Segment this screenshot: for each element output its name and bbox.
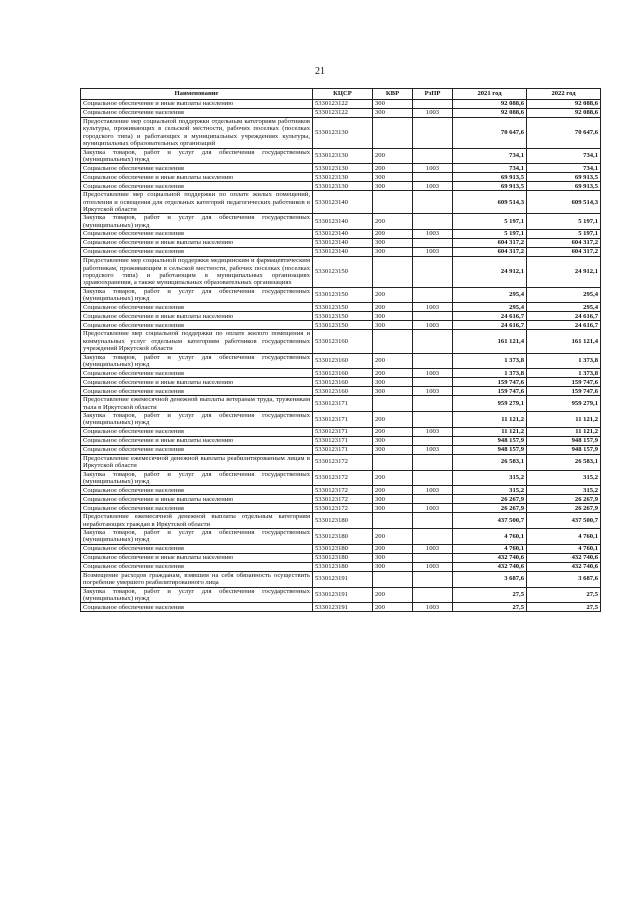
cell-kcsr: 5330123130 (313, 173, 373, 182)
cell-name: Социальное обеспечение населения (81, 603, 313, 612)
table-row (81, 214, 601, 230)
cell-kvr: 200 (373, 353, 413, 369)
cell-kcsr: 5330123150 (313, 312, 373, 321)
cell-kvr: 300 (373, 109, 413, 118)
cell-2022: 5 197,1 (527, 230, 601, 239)
cell-2021: 92 088,6 (453, 100, 527, 109)
cell-rzpr: 1003 (413, 303, 453, 312)
cell-2022: 948 157,9 (527, 436, 601, 445)
page-number: 21 (315, 66, 325, 77)
cell-2022: 1 373,8 (527, 369, 601, 378)
cell-kcsr: 5330123172 (313, 495, 373, 504)
cell-kvr (373, 513, 413, 529)
cell-rzpr: 1003 (413, 369, 453, 378)
cell-2022: 295,4 (527, 287, 601, 303)
cell-rzpr (413, 436, 453, 445)
cell-2021: 4 760,1 (453, 529, 527, 545)
cell-rzpr: 1003 (413, 427, 453, 436)
cell-rzpr: 1003 (413, 248, 453, 257)
cell-rzpr: 1003 (413, 504, 453, 513)
cell-kcsr: 5330123191 (313, 571, 373, 587)
table-row (81, 544, 601, 553)
table-row (81, 495, 601, 504)
cell-rzpr (413, 571, 453, 587)
cell-name: Закупка товаров, работ и услуг для обеспечения государственных (муниципальных) нужд (81, 353, 313, 369)
cell-kvr: 300 (373, 387, 413, 396)
cell-name: Предоставление ежемесячной денежной выплаты ветеранам труда, труженикам тыла в Иркутской области (81, 396, 313, 412)
cell-2021: 959 279,1 (453, 396, 527, 412)
cell-kcsr: 5330123150 (313, 257, 373, 288)
cell-kcsr: 5330123172 (313, 454, 373, 470)
cell-kvr: 300 (373, 182, 413, 191)
cell-2021: 159 747,6 (453, 387, 527, 396)
cell-name: Закупка товаров, работ и услуг для обеспечения государственных (муниципальных) нужд (81, 470, 313, 486)
cell-2021: 27,5 (453, 603, 527, 612)
cell-kvr (373, 191, 413, 214)
cell-name: Социальное обеспечение и иные выплаты населению (81, 312, 313, 321)
cell-name: Социальное обеспечение населения (81, 504, 313, 513)
cell-name: Социальное обеспечение и иные выплаты населению (81, 100, 313, 109)
cell-kvr: 300 (373, 312, 413, 321)
cell-name: Социальное обеспечение и иные выплаты населению (81, 495, 313, 504)
cell-kcsr: 5330123150 (313, 321, 373, 330)
cell-rzpr (413, 513, 453, 529)
cell-2022: 315,2 (527, 486, 601, 495)
cell-kvr: 200 (373, 412, 413, 428)
cell-name: Социальное обеспечение и иные выплаты населению (81, 436, 313, 445)
cell-name: Социальное обеспечение населения (81, 164, 313, 173)
cell-kvr: 200 (373, 148, 413, 164)
header-2021: 2021 год (453, 89, 527, 100)
cell-rzpr: 1003 (413, 387, 453, 396)
cell-kvr: 200 (373, 603, 413, 612)
table-row (81, 454, 601, 470)
cell-2021: 609 514,3 (453, 191, 527, 214)
cell-2022: 159 747,6 (527, 387, 601, 396)
cell-kvr: 200 (373, 303, 413, 312)
cell-2021: 27,5 (453, 587, 527, 603)
cell-2021: 948 157,9 (453, 436, 527, 445)
cell-2021: 24 616,7 (453, 312, 527, 321)
cell-2022: 432 740,6 (527, 553, 601, 562)
header-kcsr: КЦСР (313, 89, 373, 100)
cell-2021: 92 088,6 (453, 109, 527, 118)
table-header-row (81, 89, 601, 100)
cell-2022: 69 913,5 (527, 173, 601, 182)
cell-name: Социальное обеспечение населения (81, 445, 313, 454)
cell-rzpr (413, 454, 453, 470)
cell-rzpr (413, 148, 453, 164)
cell-name: Социальное обеспечение населения (81, 321, 313, 330)
cell-2022: 92 088,6 (527, 109, 601, 118)
cell-rzpr: 1003 (413, 562, 453, 571)
cell-kcsr: 5330123140 (313, 191, 373, 214)
table-row (81, 239, 601, 248)
cell-kvr: 300 (373, 239, 413, 248)
cell-rzpr: 1003 (413, 603, 453, 612)
cell-name: Социальное обеспечение и иные выплаты населению (81, 553, 313, 562)
cell-2022: 295,4 (527, 303, 601, 312)
cell-rzpr (413, 214, 453, 230)
table-row (81, 396, 601, 412)
cell-kvr: 300 (373, 248, 413, 257)
cell-2021: 432 740,6 (453, 553, 527, 562)
cell-rzpr (413, 173, 453, 182)
cell-rzpr: 1003 (413, 164, 453, 173)
cell-name: Социальное обеспечение населения (81, 486, 313, 495)
cell-name: Социальное обеспечение населения (81, 230, 313, 239)
cell-2022: 604 317,2 (527, 248, 601, 257)
cell-kcsr: 5330123171 (313, 412, 373, 428)
cell-kvr: 200 (373, 164, 413, 173)
table-row (81, 248, 601, 257)
cell-kvr: 200 (373, 214, 413, 230)
cell-rzpr (413, 118, 453, 149)
cell-2022: 604 317,2 (527, 239, 601, 248)
table-row (81, 562, 601, 571)
cell-2022: 1 373,8 (527, 353, 601, 369)
cell-name: Социальное обеспечение населения (81, 248, 313, 257)
table-row (81, 378, 601, 387)
cell-kvr: 300 (373, 504, 413, 513)
cell-2022: 11 121,2 (527, 412, 601, 428)
table-row (81, 148, 601, 164)
cell-2021: 24 912,1 (453, 257, 527, 288)
cell-2022: 27,5 (527, 603, 601, 612)
cell-kvr: 200 (373, 470, 413, 486)
table-row (81, 486, 601, 495)
cell-kcsr: 5330123160 (313, 330, 373, 353)
cell-kvr (373, 257, 413, 288)
cell-kcsr: 5330123160 (313, 369, 373, 378)
table-row (81, 529, 601, 545)
cell-kcsr: 5330123180 (313, 553, 373, 562)
cell-kvr: 300 (373, 445, 413, 454)
cell-2022: 734,1 (527, 164, 601, 173)
cell-rzpr: 1003 (413, 230, 453, 239)
cell-2021: 26 267,9 (453, 495, 527, 504)
cell-rzpr: 1003 (413, 486, 453, 495)
cell-2021: 1 373,8 (453, 369, 527, 378)
table-row (81, 504, 601, 513)
table-row (81, 312, 601, 321)
cell-2022: 4 760,1 (527, 544, 601, 553)
table-row (81, 513, 601, 529)
cell-2022: 948 157,9 (527, 445, 601, 454)
cell-2022: 26 583,1 (527, 454, 601, 470)
cell-kvr: 300 (373, 378, 413, 387)
table-row (81, 321, 601, 330)
cell-rzpr (413, 100, 453, 109)
cell-name: Социальное обеспечение населения (81, 427, 313, 436)
cell-kcsr: 5330123150 (313, 303, 373, 312)
cell-2021: 26 583,1 (453, 454, 527, 470)
cell-kcsr: 5330123160 (313, 387, 373, 396)
cell-2021: 1 373,8 (453, 353, 527, 369)
cell-kcsr: 5330123130 (313, 182, 373, 191)
cell-kcsr: 5330123140 (313, 230, 373, 239)
cell-2022: 5 197,1 (527, 214, 601, 230)
cell-kcsr: 5330123180 (313, 529, 373, 545)
table-row (81, 587, 601, 603)
cell-name: Социальное обеспечение населения (81, 369, 313, 378)
cell-2022: 26 267,9 (527, 495, 601, 504)
cell-kvr: 300 (373, 436, 413, 445)
cell-rzpr (413, 378, 453, 387)
table-row (81, 100, 601, 109)
cell-2021: 315,2 (453, 470, 527, 486)
cell-kcsr: 5330123180 (313, 513, 373, 529)
cell-2022: 24 616,7 (527, 312, 601, 321)
cell-kvr: 300 (373, 173, 413, 182)
table-row (81, 230, 601, 239)
cell-2022: 609 514,3 (527, 191, 601, 214)
cell-rzpr (413, 353, 453, 369)
table-row (81, 191, 601, 214)
cell-kcsr: 5330123180 (313, 544, 373, 553)
cell-2022: 24 912,1 (527, 257, 601, 288)
cell-rzpr (413, 587, 453, 603)
cell-kcsr: 5330123130 (313, 148, 373, 164)
cell-kcsr: 5330123140 (313, 214, 373, 230)
cell-name: Социальное обеспечение населения (81, 182, 313, 191)
cell-kcsr: 5330123140 (313, 248, 373, 257)
table-row (81, 164, 601, 173)
cell-name: Предоставление ежемесячной денежной выплаты реабилитированным лицам в Иркутской области (81, 454, 313, 470)
cell-name: Закупка товаров, работ и услуг для обеспечения государственных (муниципальных) нужд (81, 214, 313, 230)
cell-2021: 11 121,2 (453, 412, 527, 428)
budget-table (80, 88, 601, 612)
cell-2021: 734,1 (453, 164, 527, 173)
cell-2022: 159 747,6 (527, 378, 601, 387)
cell-2022: 734,1 (527, 148, 601, 164)
cell-kvr: 200 (373, 369, 413, 378)
cell-2022: 92 088,6 (527, 100, 601, 109)
cell-kvr: 300 (373, 562, 413, 571)
cell-name: Закупка товаров, работ и услуг для обеспечения государственных (муниципальных) нужд (81, 587, 313, 603)
cell-2022: 24 616,7 (527, 321, 601, 330)
cell-name: Социальное обеспечение и иные выплаты населению (81, 239, 313, 248)
table-row (81, 470, 601, 486)
cell-2021: 437 500,7 (453, 513, 527, 529)
table-row (81, 353, 601, 369)
cell-kvr: 300 (373, 495, 413, 504)
header-kvr: КВР (373, 89, 413, 100)
cell-rzpr (413, 312, 453, 321)
cell-name: Социальное обеспечение населения (81, 562, 313, 571)
cell-2022: 161 121,4 (527, 330, 601, 353)
table-row (81, 436, 601, 445)
cell-kcsr: 5330123171 (313, 427, 373, 436)
cell-kvr: 200 (373, 587, 413, 603)
cell-name: Закупка товаров, работ и услуг для обеспечения государственных (муниципальных) нужд (81, 148, 313, 164)
table-row (81, 118, 601, 149)
cell-rzpr (413, 553, 453, 562)
cell-name: Предоставление мер социальной поддержки медицинским и фармацевтическим работникам, проживающим в сельской местности, рабочих поселках (поселках городского типа) и работающим в муниципальных организациях здравоохранения, а также муниципальных образовательных организациях (81, 257, 313, 288)
cell-kvr: 200 (373, 529, 413, 545)
cell-rzpr (413, 257, 453, 288)
cell-kvr (373, 571, 413, 587)
cell-2022: 4 760,1 (527, 529, 601, 545)
cell-name: Предоставление мер социальной поддержки отдельным категориям работников культуры, проживающих в сельской местности, рабочих поселках (поселках городского типа) и работающих в муниципальных учреждениях культуры, муниципальных образовательных организаций (81, 118, 313, 149)
cell-kcsr: 5330123191 (313, 587, 373, 603)
cell-rzpr (413, 396, 453, 412)
cell-kvr: 200 (373, 287, 413, 303)
cell-kvr: 200 (373, 427, 413, 436)
table-row (81, 369, 601, 378)
cell-kvr (373, 118, 413, 149)
cell-2022: 11 121,2 (527, 427, 601, 436)
cell-name: Социальное обеспечение населения (81, 544, 313, 553)
table-row (81, 412, 601, 428)
cell-2021: 69 913,5 (453, 173, 527, 182)
header-name: Наименование (81, 89, 313, 100)
cell-2021: 734,1 (453, 148, 527, 164)
cell-kcsr: 5330123172 (313, 470, 373, 486)
cell-2021: 315,2 (453, 486, 527, 495)
cell-kvr: 300 (373, 321, 413, 330)
cell-name: Закупка товаров, работ и услуг для обеспечения государственных (муниципальных) нужд (81, 529, 313, 545)
cell-name: Социальное обеспечение и иные выплаты населению (81, 378, 313, 387)
cell-rzpr: 1003 (413, 321, 453, 330)
cell-kcsr: 5330123172 (313, 486, 373, 495)
cell-name: Закупка товаров, работ и услуг для обеспечения государственных (муниципальных) нужд (81, 287, 313, 303)
cell-2021: 432 740,6 (453, 562, 527, 571)
cell-kvr (373, 330, 413, 353)
cell-rzpr: 1003 (413, 182, 453, 191)
cell-kcsr: 5330123122 (313, 109, 373, 118)
cell-2022: 959 279,1 (527, 396, 601, 412)
cell-kcsr: 5330123180 (313, 562, 373, 571)
cell-name: Социальное обеспечение населения (81, 109, 313, 118)
cell-name: Социальное обеспечение и иные выплаты населению (81, 173, 313, 182)
cell-kvr: 300 (373, 100, 413, 109)
cell-2022: 26 267,9 (527, 504, 601, 513)
cell-name: Предоставление ежемесячной денежной выплаты отдельным категориям неработающих граждан в Иркутской области (81, 513, 313, 529)
table-body (81, 100, 601, 612)
cell-2022: 27,5 (527, 587, 601, 603)
cell-kcsr: 5330123160 (313, 378, 373, 387)
table-row (81, 257, 601, 288)
cell-rzpr (413, 529, 453, 545)
cell-kcsr: 5330123150 (313, 287, 373, 303)
cell-2021: 11 121,2 (453, 427, 527, 436)
cell-rzpr (413, 287, 453, 303)
cell-2021: 159 747,6 (453, 378, 527, 387)
cell-2021: 70 647,6 (453, 118, 527, 149)
cell-name: Социальное обеспечение населения (81, 303, 313, 312)
cell-kvr: 300 (373, 553, 413, 562)
cell-2022: 69 913,5 (527, 182, 601, 191)
cell-kcsr: 5330123130 (313, 164, 373, 173)
cell-2021: 26 267,9 (453, 504, 527, 513)
cell-rzpr (413, 495, 453, 504)
cell-name: Социальное обеспечение населения (81, 387, 313, 396)
header-rzpr: РзПР (413, 89, 453, 100)
cell-2021: 295,4 (453, 287, 527, 303)
header-2022: 2022 год (527, 89, 601, 100)
cell-name: Предоставление мер социальной поддержки по оплате жилого помещения и коммунальных услуг отдельным категориям работников государственных учреждений Иркутской области (81, 330, 313, 353)
cell-2021: 948 157,9 (453, 445, 527, 454)
table-row (81, 603, 601, 612)
cell-rzpr (413, 239, 453, 248)
cell-2021: 69 913,5 (453, 182, 527, 191)
cell-2021: 604 317,2 (453, 239, 527, 248)
cell-kcsr: 5330123140 (313, 239, 373, 248)
cell-2021: 24 616,7 (453, 321, 527, 330)
cell-2022: 70 647,6 (527, 118, 601, 149)
cell-kvr: 200 (373, 544, 413, 553)
cell-kvr: 200 (373, 230, 413, 239)
cell-kcsr: 5330123130 (313, 118, 373, 149)
cell-rzpr: 1003 (413, 544, 453, 553)
cell-kvr (373, 454, 413, 470)
table-row (81, 173, 601, 182)
table-row (81, 109, 601, 118)
table-row (81, 387, 601, 396)
cell-kcsr: 5330123171 (313, 445, 373, 454)
cell-kcsr: 5330123191 (313, 603, 373, 612)
cell-2021: 4 760,1 (453, 544, 527, 553)
table-row (81, 553, 601, 562)
cell-rzpr (413, 191, 453, 214)
cell-kvr (373, 396, 413, 412)
table-row (81, 303, 601, 312)
cell-2021: 161 121,4 (453, 330, 527, 353)
cell-name: Возмещение расходов гражданам, взявшим на себя обязанность осуществить погребение умершего реабилитированного лица (81, 571, 313, 587)
cell-2021: 5 197,1 (453, 214, 527, 230)
table-row (81, 330, 601, 353)
table-row (81, 445, 601, 454)
cell-kcsr: 5330123160 (313, 353, 373, 369)
cell-rzpr: 1003 (413, 109, 453, 118)
cell-2021: 604 317,2 (453, 248, 527, 257)
cell-kvr: 200 (373, 486, 413, 495)
cell-2021: 295,4 (453, 303, 527, 312)
cell-kcsr: 5330123171 (313, 436, 373, 445)
cell-rzpr: 1003 (413, 445, 453, 454)
cell-2021: 3 687,6 (453, 571, 527, 587)
table-row (81, 427, 601, 436)
cell-rzpr (413, 330, 453, 353)
cell-kcsr: 5330123171 (313, 396, 373, 412)
table-row (81, 287, 601, 303)
cell-name: Предоставление мер социальной поддержки по оплате жилых помещений, отопления и освещения для отдельных категорий педагогических работников в Иркутской области (81, 191, 313, 214)
cell-2022: 432 740,6 (527, 562, 601, 571)
cell-kcsr: 5330123172 (313, 504, 373, 513)
table-row (81, 571, 601, 587)
cell-kcsr: 5330123122 (313, 100, 373, 109)
cell-2022: 437 500,7 (527, 513, 601, 529)
cell-2022: 3 687,6 (527, 571, 601, 587)
cell-2022: 315,2 (527, 470, 601, 486)
cell-rzpr (413, 412, 453, 428)
cell-2021: 5 197,1 (453, 230, 527, 239)
table-row (81, 182, 601, 191)
cell-name: Закупка товаров, работ и услуг для обеспечения государственных (муниципальных) нужд (81, 412, 313, 428)
cell-rzpr (413, 470, 453, 486)
